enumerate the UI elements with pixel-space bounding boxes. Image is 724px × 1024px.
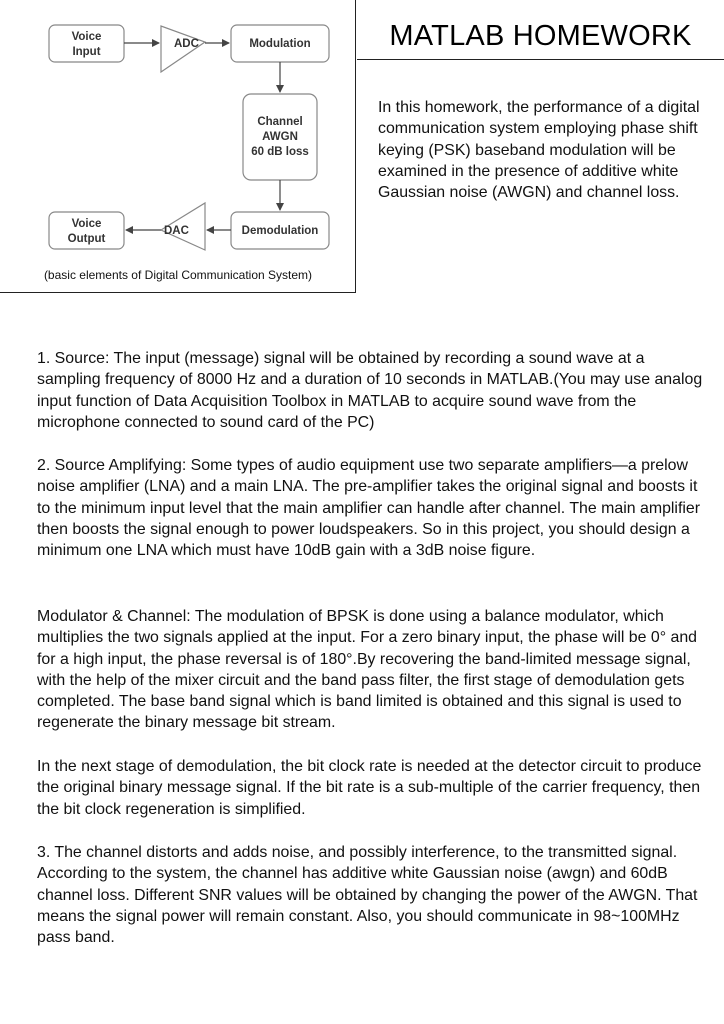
adc-label: ADC: [174, 38, 199, 50]
voice-output-label-2: Output: [67, 233, 106, 245]
voice-input-label-1: Voice: [71, 31, 102, 43]
voice-output-label-1: Voice: [71, 218, 102, 230]
voice-input-label-2: Input: [72, 46, 101, 58]
dac-label: DAC: [164, 225, 189, 237]
section-channel: 3. The channel distorts and adds noise, and possibly interference, to the transmitted signal. According to the system, the channel has additive white Gaussian noise (awgn) and 60dB channel loss. Different SNR values will be obtained by changing the power of the AWGN. That means the signal power will remain constant. Also, you should communicate in 98~100MHz pass band.: [37, 844, 698, 947]
block-diagram: [0, 0, 356, 293]
intro-paragraph: In this homework, the performance of a digital communication system employing phase shift keying (PSK) baseband modulation will be examined in the presence of additive white Gaussian noise (AWGN) and channel loss.: [378, 99, 700, 202]
demodulation-label: Demodulation: [241, 225, 319, 237]
section-source: 1. Source: The input (message) signal will be obtained by recording a sound wave at a sampling frequency of 8000 Hz and a duration of 10 seconds in MATLAB.(You may use analog input function of Data Acquisition Toolbox in MATLAB to acquire sound wave from the microphone connected to sound card of the PC): [37, 350, 703, 431]
section-demodulation: In the next stage of demodulation, the bit clock rate is needed at the detector circuit to produce the original binary message signal. If the bit rate is a sub-multiple of the carrier frequency, then the bit clock regeneration is simplified.: [37, 758, 702, 818]
title-divider: [357, 59, 724, 60]
diagram-caption: (basic elements of Digital Communication System): [43, 268, 313, 282]
block-diagram-svg: [0, 0, 356, 293]
modulation-label: Modulation: [249, 38, 311, 50]
page-title: MATLAB HOMEWORK: [389, 20, 692, 52]
channel-label-3: 60 dB loss: [251, 146, 309, 158]
section-amplifying: 2. Source Amplifying: Some types of audio equipment use two separate amplifiers—a prelow noise amplifier (LNA) and a main LNA. The pre-amplifier takes the original signal and boosts it to the minimum input level that the main amplifier can handle after channel. The main amplifier then boosts the signal enough to power loudspeakers. So in this project, you should design a minimum one LNA which must have 10dB gain with a 3dB noise figure.: [37, 457, 701, 560]
section-modulator-channel: Modulator & Channel: The modulation of BPSK is done using a balance modulator, which multiplies the two signals applied at the input. For a zero binary input, the phase will be 0° and for a high input, the phase reversal is of 180°.By recovering the band-limited message signal, with the help of the mixer circuit and the band pass filter, the first stage of demodulation gets completed. The base band signal which is band limited is obtained and this signal is used to regenerate the binary message bit stream.: [37, 608, 698, 732]
channel-label-2: AWGN: [262, 131, 298, 143]
channel-label-1: Channel: [257, 116, 303, 128]
